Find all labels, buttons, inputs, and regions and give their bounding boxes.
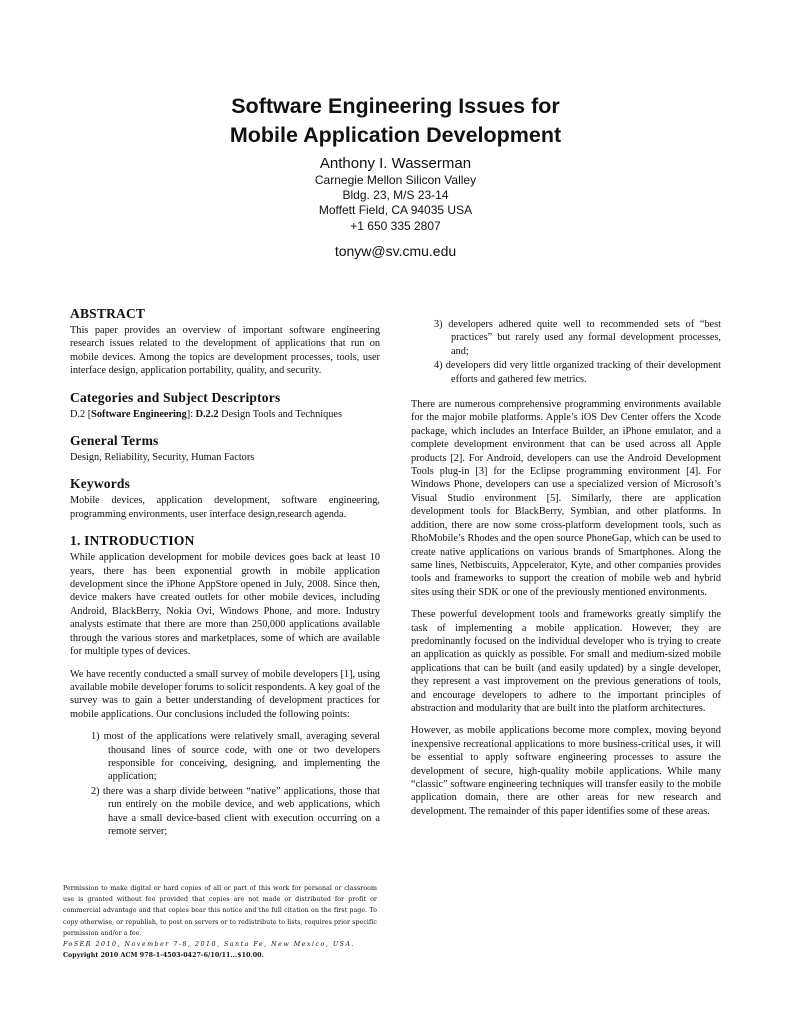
author-name: Anthony I. Wasserman [319, 155, 472, 172]
categories-bold-2: D.2.2 [195, 408, 219, 420]
author-phone: +1 650 335 2807 [350, 218, 441, 233]
venue-line: FoSER 2010, November 7-8, 2010, Santa Fe, New Mexico, USA. [63, 941, 356, 949]
list-item: 2) there was a sharp divide between “native” applications, those that run entirely on the mobile device, and web applications, which have a small device-based client with execution occurring on a remote server; [91, 785, 380, 837]
general-terms-section [70, 433, 380, 464]
introduction-heading: 1. INTRODUCTION [70, 533, 195, 549]
author-address-2: Moffett Field, CA 94035 USA [318, 203, 473, 218]
abstract-heading: ABSTRACT [70, 306, 146, 321]
keywords-section [70, 476, 380, 521]
list-item: 3) developers adhered quite well to recommended sets of “best practices” but rarely used any formal development processes, and; [434, 319, 721, 357]
right-column [411, 318, 721, 827]
categories-bold-1: Software Engineering [91, 408, 187, 420]
conclusions-list-continued [411, 318, 721, 386]
categories-middle: ]: [186, 408, 196, 420]
intro-paragraph-2: We have recently conducted a small survey of mobile developers [1], using available mobile developer forums to solicit respondents. A key goal of the survey was to gain a better understanding of development practices for mobile applications. Our conclusions included the following points: [70, 668, 380, 720]
general-terms-text: Design, Reliability, Security, Human Factors [70, 452, 255, 464]
title-line-1: Software Engineering Issues for [231, 94, 560, 118]
list-item: 4) developers did very little organized tracking of their development efforts and gathered few metrics. [434, 360, 721, 385]
introduction-section [70, 533, 380, 838]
categories-suffix: Design Tools and Techniques [218, 408, 343, 420]
author-block [0, 154, 791, 260]
left-column [70, 306, 380, 846]
permission-text: Permission to make digital or hard copies of all or part of this work for personal or classroom use is granted without fee provided that copies are not made or distributed for profit or commercial advantage and that copies bear this notice and the full citation on the first page. To copy otherwise, or republish, to post on servers or to redistribute to lists, requires prior specific permission and/or a fee. [63, 885, 377, 937]
intro-paragraph-3: There are numerous comprehensive programming environments available for the major mobile platforms. Apple’s iOS Dev Center offers the Xcode package, which includes an Interface Builder, an iPhone emulator, and a complete development environment that can be used across all Apple products [2]. For Android, developers can use the Android Development Tools plug-in [3] for the Eclipse programming environment [4]. For Windows Phone, developers can use a specialized version of Microsoft’s Visual Studio environment [5]. Similarly, there are application development tools for BlackBerry, Symbian, and other platforms. In addition, there are now some cross-platform development tools, such as RhoMobile’s Rhodes and the open source PhoneGap, which can be used to create native applications on various brands of Smartphones. Along the same lines, Netbiscuits, Appcelerator, Kyte, and other companies provides tools and frameworks to support the creation of mobile web and hybrid sites using their SDK or one of the previously mentioned environments. [411, 399, 721, 598]
keywords-text: Mobile devices, application development, software engineering, programming environments, user interface design,research agenda. [70, 495, 380, 520]
copyright-line: Copyright 2010 ACM 978-1-4503-0427-6/10/11...$10.00. [63, 952, 264, 960]
author-email[interactable]: tonyw@sv.cmu.edu [334, 242, 457, 259]
abstract-section [70, 306, 380, 378]
title-line-2: Mobile Application Development [229, 123, 562, 147]
keywords-heading: Keywords [70, 476, 131, 492]
paper-title [0, 92, 791, 150]
permission-notice [63, 883, 377, 961]
categories-prefix: D.2 [ [70, 408, 92, 420]
author-address-1: Bldg. 23, M/S 23-14 [342, 188, 449, 203]
author-affiliation: Carnegie Mellon Silicon Valley [314, 173, 477, 187]
list-item: 1) most of the applications were relatively small, averaging several thousand lines of source code, with one or two developers responsible for conceiving, designing, and implementing the application; [91, 731, 380, 783]
intro-paragraph-5: However, as mobile applications become more complex, moving beyond inexpensive recreational applications to more business-critical uses, it will be essential to apply software engineering processes to assure the development of secure, high-quality mobile applications. While many “classic” software engineering techniques will transfer easily to the mobile application domain, there are other areas for new research and development. The remainder of this paper identifies some of these areas. [411, 725, 721, 817]
categories-section [70, 390, 380, 421]
categories-text [70, 408, 380, 421]
abstract-text: This paper provides an overview of important software engineering research issues related to the development of applications that run on mobile devices. Among the topics are development processes, tools, user interface design, application portability, quality, and security. [70, 325, 380, 377]
intro-paragraph-4: These powerful development tools and frameworks greatly simplify the task of implementing a mobile application. However, they are predominantly focused on the individual developer who is trying to create an application as quickly as possible. For small and medium-sized mobile applications that can be built (and easily updated) by a single developer, they represent a vast improvement on the previous generations of tools, and encourage developers to adhere to the important principles of abstraction and modularity that are built into the platform architectures. [411, 609, 721, 714]
intro-paragraph-1: While application development for mobile devices goes back at least 10 years, there has been exponential growth in mobile application development since the iPhone AppStore opened in July, 2008. Since then, device makers have created outlets for other mobile devices, including Android, BlackBerry, Nokia Ovi, Windows Phone, and more. Industry analysts estimate that there are more than 250,000 applications available through the various stores and marketplaces, some of which are available for multiple types of devices. [70, 552, 380, 658]
general-terms-heading: General Terms [70, 433, 159, 449]
conclusions-list [70, 730, 380, 838]
categories-heading: Categories and Subject Descriptors [70, 389, 281, 405]
